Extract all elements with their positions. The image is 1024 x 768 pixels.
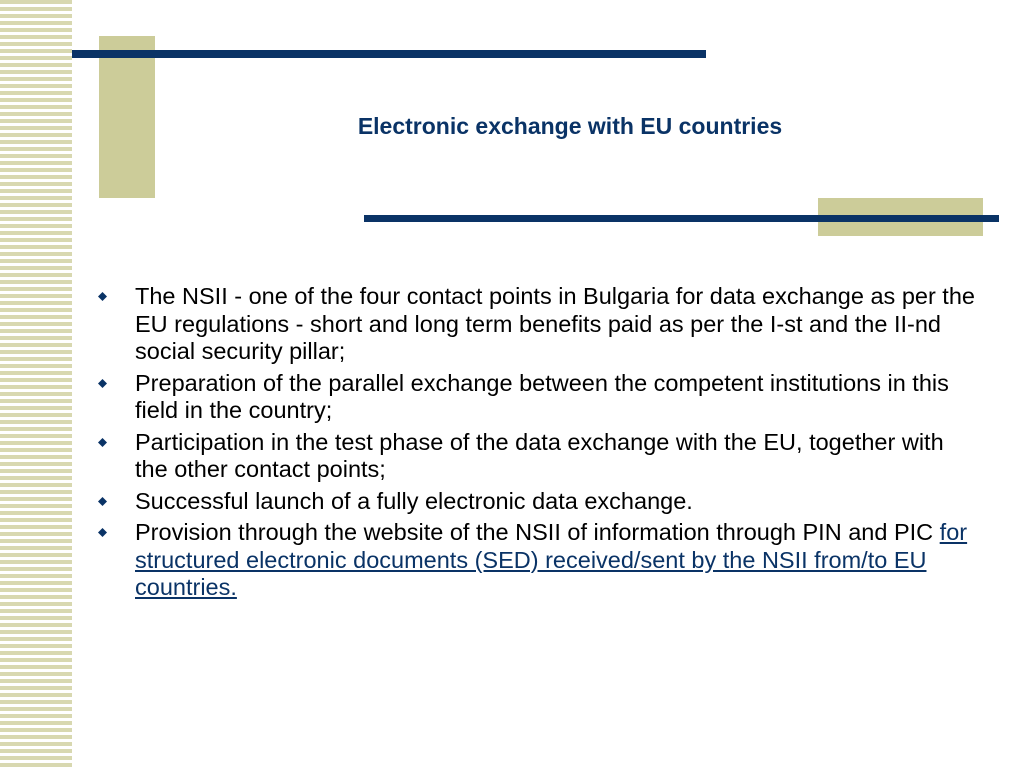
diamond-bullet-icon [98, 379, 107, 388]
diamond-bullet-icon [98, 292, 107, 301]
diamond-bullet-icon [98, 497, 107, 506]
bullet-item [98, 488, 978, 516]
decorative-navy-line-top [72, 50, 706, 58]
bullet-item [98, 519, 978, 602]
diamond-bullet-icon [98, 438, 107, 447]
bullet-item [98, 283, 978, 366]
decorative-navy-line-bottom [364, 215, 999, 222]
bullet-list [98, 283, 978, 606]
bullet-text: Provision through the website of the NSII of information through PIN and PIC [135, 519, 940, 545]
diamond-bullet-icon [98, 528, 107, 537]
decorative-stripes [0, 0, 72, 768]
bullet-text: The NSII - one of the four contact points in Bulgaria for data exchange as per the EU regulations - short and long term benefits paid as per the I-st and the II-nd social security pillar; [135, 283, 975, 364]
bullet-item [98, 370, 978, 425]
slide-title: Electronic exchange with EU countries [357, 113, 783, 139]
bullet-item [98, 429, 978, 484]
sed-link[interactable]: for structured electronic documents (SED) received/sent by the NSII from/to EU countries. [135, 519, 968, 600]
decorative-tan-block-top [99, 36, 155, 198]
bullet-text: Successful launch of a fully electronic data exchange. [135, 487, 693, 514]
bullet-text: Preparation of the parallel exchange between the competent institutions in this field in the country; [135, 369, 949, 423]
bullet-text: Participation in the test phase of the data exchange with the EU, together with the other contact points; [135, 428, 944, 482]
